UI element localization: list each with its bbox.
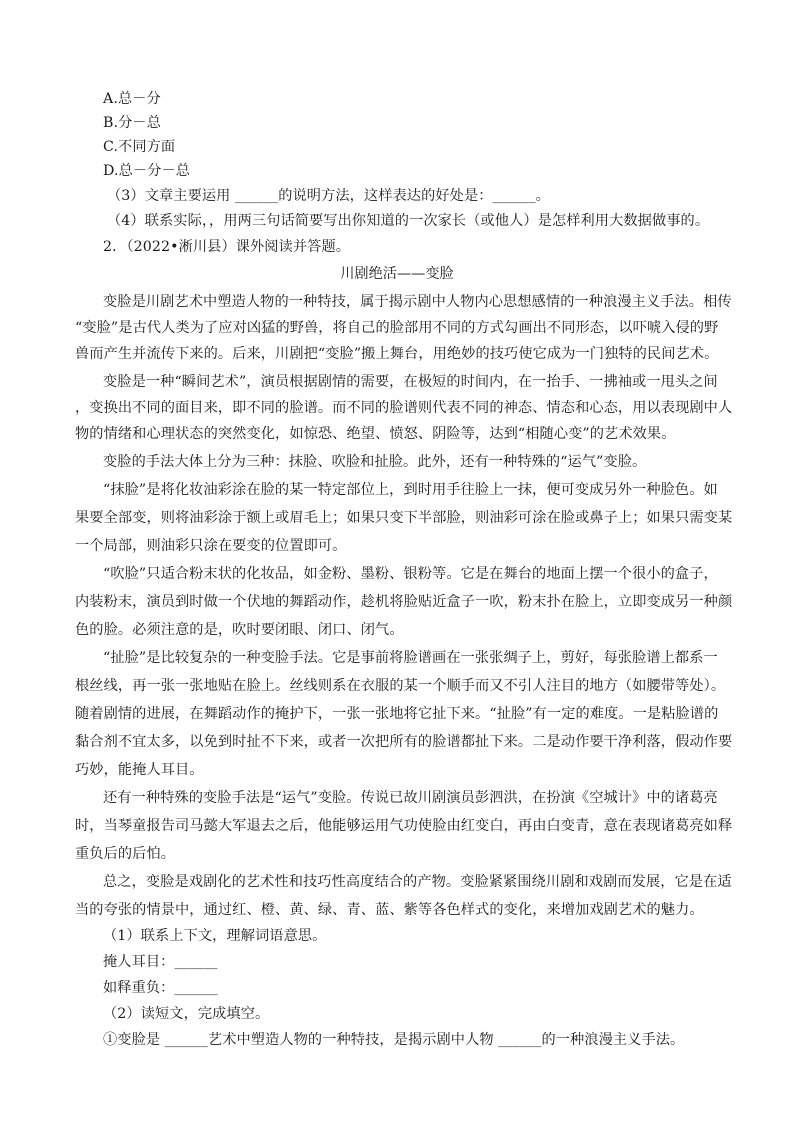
passage-line: “变脸”是古代人类为了应对凶猛的野兽，将自己的脸部用不同的方式勾画出不同形态，以吓唬入侵的野 (75, 320, 719, 336)
passage-line: 变脸是一种“瞬间艺术”，演员根据剧情的需要，在极短的时间内，在一抬手、一拂袖或一甩头之间 (103, 374, 718, 390)
passage-line: 内装粉末，演员到时做一个伏地的舞蹈动作，趁机将脸贴近盒子一吹，粉末扑在脸上，立即变成另一种颜 (75, 594, 733, 610)
option-b: B.分－总 (103, 115, 161, 131)
question-4: （4）联系实际，，用两三句话简要写出你知道的一次家长（或他人）是怎样利用大数据做事的。 (107, 213, 710, 229)
problem-2-heading: 2．（2022•淅川县）课外阅读并答题。 (103, 239, 351, 255)
passage-line: 重负后的后怕。 (75, 846, 176, 862)
passage-line: 巧妙，能掩人耳目。 (75, 762, 204, 778)
passage-line: 变脸是川剧艺术中塑造人物的一种特技，属于揭示剧中人物内心思想感情的一种浪漫主义手法。相传 (103, 294, 732, 310)
passage-line: “扯脸”是比较复杂的一种变脸手法。它是事前将脸谱画在一张张绸子上，剪好，每张脸谱上都系一 (103, 650, 718, 666)
passage-line: 一个局部，则油彩只涂在要变的位置即可。 (75, 538, 347, 554)
option-d: D.总－分－总 (103, 163, 191, 179)
option-c: C.不同方面 (103, 139, 176, 155)
option-a: A.总－分 (103, 91, 161, 107)
question-line: 掩人耳目：______ (103, 954, 218, 970)
passage-line: ，变换出不同的面目来，即不同的脸谱。而不同的脸谱则代表不同的神态、情态和心态，用以表现剧中人 (75, 400, 733, 416)
passage-line: 还有一种特殊的变脸手法是“运气”变脸。传说已故川剧演员彭泗洪，在扮演《空城计》中的诸葛亮 (103, 790, 718, 806)
passage-line: “抹脸”是将化妆油彩涂在脸的某一特定部位上，到时用手往脸上一抹，便可变成另外一种脸色。如 (103, 482, 718, 498)
passage-line: 随着剧情的进展，在舞蹈动作的掩护下，一张一张地将它扯下来。“扯脸”有一定的难度。一是粘脸谱的 (75, 706, 719, 722)
passage-line: 物的情绪和心理状态的突然变化，如惊恐、绝望、愤怒、阴险等，达到“相随心变”的艺术效果。 (75, 426, 676, 442)
passage-line: 色的脸。必须注意的是，吹时要闭眼、闭口、闭气。 (75, 622, 404, 638)
question-3: （3）文章主要运用 ______的说明方法，这样表达的好处是：______。 (107, 188, 550, 204)
passage-line: 果要全部变，则将油彩涂于额上或眉毛上；如果只变下半部脸，则油彩可涂在脸或鼻子上；如果只需变某 (75, 510, 733, 526)
passage-line: 总之，变脸是戏剧化的艺术性和技巧性高度结合的产物。变脸紧紧围绕川剧和戏剧而发展，它是在适 (103, 874, 732, 890)
passage-line: 变脸的手法大体上分为三种：抹脸、吹脸和扯脸。此外，还有一种特殊的“运气”变脸。 (103, 454, 647, 470)
passage-line: 当的夸张的情景中，通过红、橙、黄、绿、青、蓝、紫等各色样式的变化，来增加戏剧艺术的魅力。 (75, 902, 704, 918)
question-line: 如释重负：______ (103, 980, 218, 996)
passage-line: 黏合剂不宜太多，以免到时扯不下来，或者一次把所有的脸谱都扯下来。二是动作要干净利落，假动作要 (75, 734, 733, 750)
passage-title: 川剧绝活——变脸 (340, 266, 454, 282)
passage-line: 根丝线，再一张一张地贴在脸上。丝线则系在衣服的某一个顺手而又不引人注目的地方（如腰带等处）。 (75, 678, 726, 694)
passage-line: 兽而产生并流传下来的。后来，川剧把“变脸”搬上舞台，用绝妙的技巧使它成为一门独特的民间艺术。 (75, 346, 719, 362)
question-line: ①变脸是 ______艺术中塑造人物的一种特技，是揭示剧中人物 ______的一种浪漫主义手法。 (103, 1032, 685, 1048)
question-line: （1）联系上下文，理解词语意思。 (103, 928, 327, 944)
passage-line: 时，当琴童报告司马懿大军退去之后，他能够运用气功使脸由红变白，再由白变青，意在表现诸葛亮如释 (75, 818, 733, 834)
question-line: （2）读短文，完成填空。 (103, 1006, 270, 1022)
passage-line: “吹脸”只适合粉末状的化妆品，如金粉、墨粉、银粉等。它是在舞台的地面上摆一个很小的盒子， (103, 566, 718, 582)
